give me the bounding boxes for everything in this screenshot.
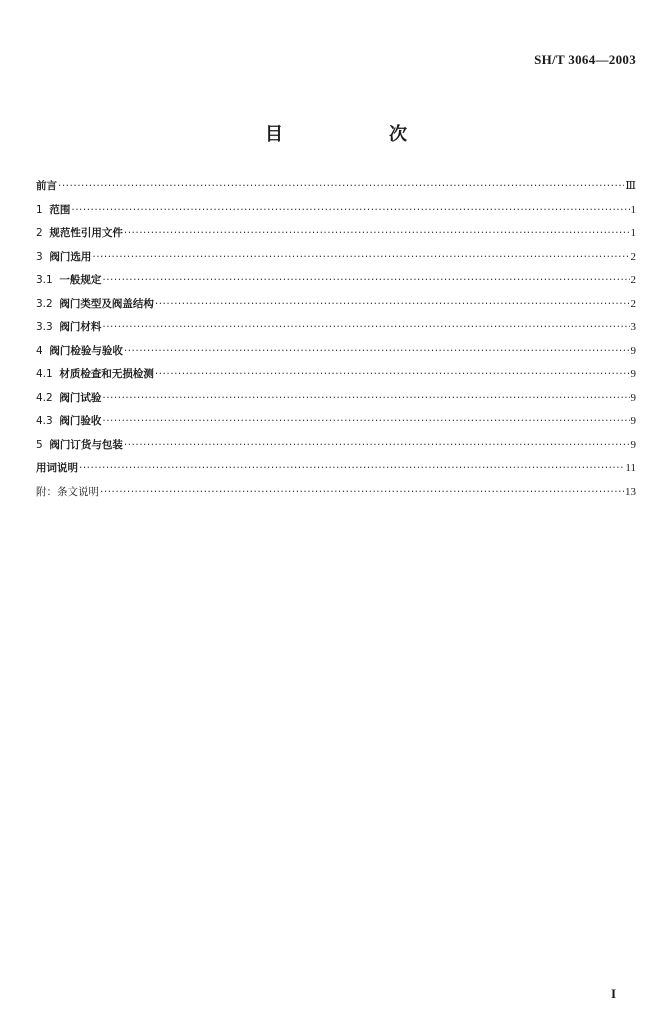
toc-leader-dots [102, 392, 629, 404]
toc-entry-label: 阀门类型及阀盖结构 [59, 297, 154, 310]
toc-entry-number: 4.2 [36, 391, 60, 404]
toc-entry-label: 阀门订货与包装 [49, 438, 123, 451]
toc-leader-dots [124, 345, 630, 357]
toc-entry-page: 9 [630, 368, 636, 380]
toc-entry-number: 4.1 [36, 368, 60, 380]
toc-entry-label: 材质检查和无损检测 [59, 368, 154, 380]
toc-leader-dots [124, 439, 630, 451]
toc-leader-dots [102, 321, 629, 333]
toc-entry-page: 1 [630, 227, 636, 239]
toc-entry-page: 11 [625, 462, 636, 474]
toc-entry-label: 附：条文说明 [36, 485, 99, 498]
toc-entry-material-ndt[interactable] [36, 366, 636, 390]
toc-entry-valve-testing[interactable] [36, 390, 636, 414]
toc-leader-dots [58, 180, 624, 192]
toc-entry-valve-acceptance[interactable] [36, 413, 636, 437]
toc-entry-label: 前言 [36, 180, 57, 192]
toc-leader-dots [102, 274, 629, 286]
toc-entry-foreword[interactable] [36, 178, 636, 202]
toc-entry-label: 用词说明 [36, 462, 78, 474]
toc-entry-page: 2 [630, 297, 636, 310]
toc-entry-valve-selection[interactable] [36, 249, 636, 273]
toc-entry-valve-materials[interactable] [36, 319, 636, 343]
toc-entry-wording-explanation[interactable] [36, 460, 636, 484]
toc-entry-page: 1 [630, 203, 636, 216]
toc-entry-number: 4.3 [36, 415, 60, 427]
toc-entry-page: 9 [630, 438, 636, 451]
toc-entry-page: 3 [630, 321, 636, 333]
toc-leader-dots [124, 227, 630, 239]
toc-entry-label: 范围 [49, 203, 71, 216]
toc-entry-appendix-commentary[interactable] [36, 484, 636, 508]
toc-entry-label: 阀门检验与验收 [49, 344, 123, 357]
toc-entry-label: 阀门验收 [59, 415, 102, 427]
toc-entry-page: 2 [630, 250, 636, 263]
toc-leader-dots [71, 204, 629, 216]
toc-entry-general-rules[interactable] [36, 272, 636, 296]
toc-entry-label: 阀门试验 [59, 391, 102, 404]
toc-leader-dots [92, 251, 629, 263]
toc-entry-inspection-acceptance[interactable] [36, 343, 636, 367]
page-title: 目 次 [265, 124, 451, 145]
toc-entry-page: 9 [630, 344, 636, 357]
toc-leader-dots [100, 486, 624, 498]
toc-entry-number: 3 [36, 250, 50, 263]
toc-leader-dots [79, 462, 624, 474]
toc-leader-dots [155, 298, 630, 310]
toc-entry-number: 3.3 [36, 321, 60, 333]
toc-leader-dots [155, 368, 630, 380]
toc-entry-label: 规范性引用文件 [49, 227, 123, 239]
toc-leader-dots [102, 415, 629, 427]
toc-entry-label: 一般规定 [59, 274, 102, 286]
toc-entry-ordering-packaging[interactable] [36, 437, 636, 461]
toc-entry-number: 4 [36, 344, 50, 357]
toc-entry-page: 9 [630, 415, 636, 427]
page-number: I [610, 986, 616, 1001]
toc-entry-valve-types[interactable] [36, 296, 636, 320]
toc-entry-page: 2 [630, 274, 636, 286]
toc-entry-number: 1 [36, 203, 50, 216]
toc-entry-scope[interactable] [36, 202, 636, 226]
toc-entry-number: 2 [36, 227, 50, 239]
toc-entry-number: 3.2 [36, 297, 60, 310]
toc-entry-page: Ⅲ [625, 180, 636, 192]
toc-entry-number: 3.1 [36, 274, 60, 286]
toc-entry-normative-references[interactable] [36, 225, 636, 249]
table-of-contents [36, 178, 636, 507]
toc-entry-label: 阀门选用 [49, 250, 92, 263]
toc-entry-page: 13 [625, 485, 636, 498]
toc-entry-number: 5 [36, 438, 50, 451]
standard-code: SH/T 3064—2003 [534, 52, 636, 67]
toc-entry-label: 阀门材料 [59, 321, 102, 333]
toc-entry-page: 9 [630, 391, 636, 404]
